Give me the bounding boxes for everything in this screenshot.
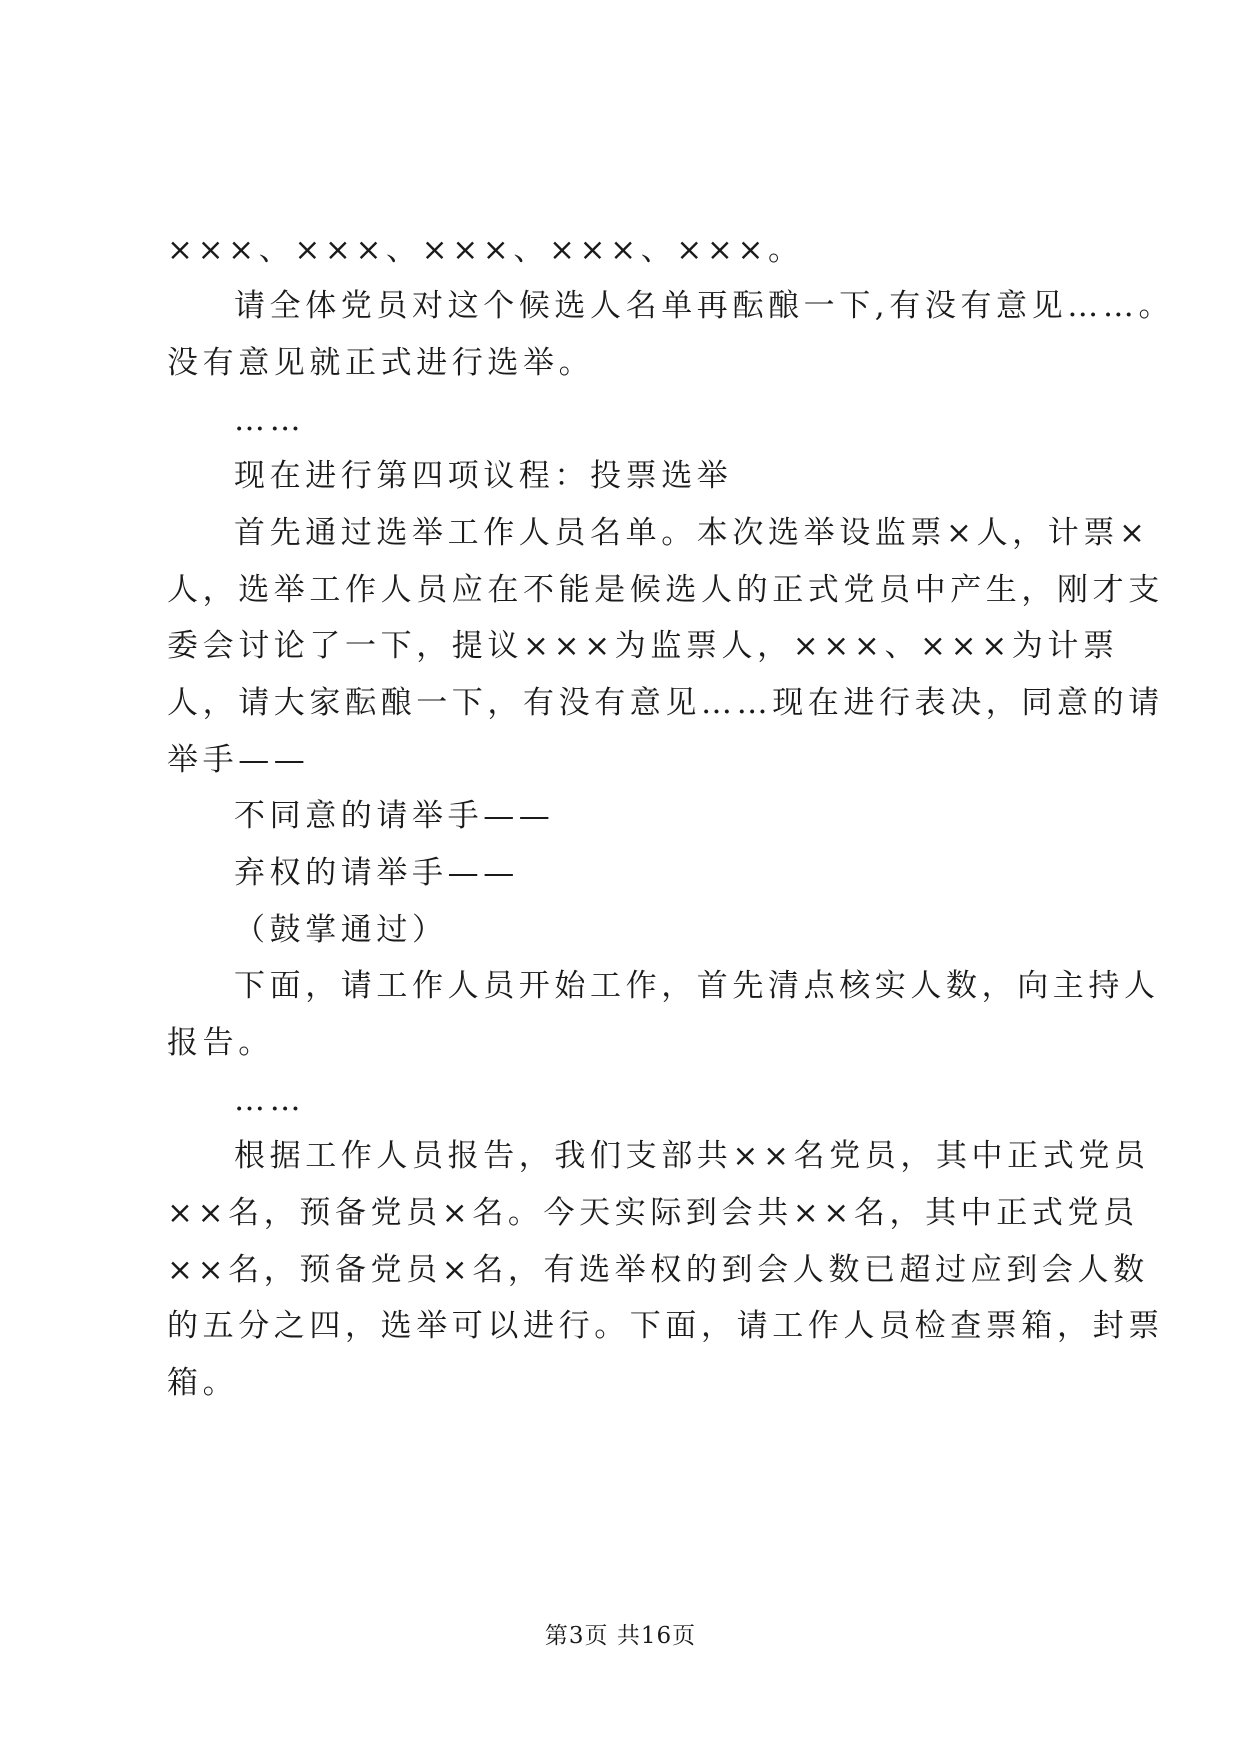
paragraph-line: 没有意见就正式进行选举。	[167, 345, 595, 381]
ellipsis-line: ……	[234, 1082, 306, 1118]
paragraph-line: 根据工作人员报告，我们支部共××名党员，其中正式党员	[234, 1138, 1150, 1174]
paragraph-line: 人，请大家酝酿一下，有没有意见……现在进行表决，同意的请	[167, 685, 1164, 721]
paragraph-line: ××名，预备党员×名，有选举权的到会人数已超过应到会人数	[167, 1252, 1149, 1288]
section-heading: 现在进行第四项议程：投票选举	[234, 458, 733, 494]
paragraph-line: 弃权的请举手——	[234, 855, 519, 891]
paragraph-line: ××名，预备党员×名。今天实际到会共××名，其中正式党员	[167, 1195, 1139, 1231]
paragraph-line: 报告。	[167, 1025, 274, 1061]
paragraph-line: 下面，请工作人员开始工作，首先清点核实人数，向主持人	[234, 968, 1160, 1004]
paragraph-line: 不同意的请举手——	[234, 798, 555, 834]
paragraph-line: 人，选举工作人员应在不能是候选人的正式党员中产生，刚才支	[167, 572, 1164, 608]
page-number-footer: 第3页 共16页	[544, 1623, 697, 1649]
ellipsis-line: ……	[234, 402, 306, 438]
paragraph-line: （鼓掌通过）	[234, 912, 448, 948]
paragraph-line: 委会讨论了一下，提议×××为监票人，×××、×××为计票	[167, 628, 1119, 664]
paragraph-line: 的五分之四，选举可以进行。下面，请工作人员检查票箱，封票	[167, 1308, 1164, 1344]
paragraph-line: 请全体党员对这个候选人名单再酝酿一下,有没有意见……。	[234, 288, 1175, 324]
paragraph-line: 首先通过选举工作人员名单。本次选举设监票×人，计票×	[234, 515, 1150, 551]
paragraph-line: 箱。	[167, 1365, 239, 1401]
paragraph-line: ×××、×××、×××、×××、×××。	[167, 232, 804, 268]
paragraph-line: 举手——	[167, 742, 310, 778]
